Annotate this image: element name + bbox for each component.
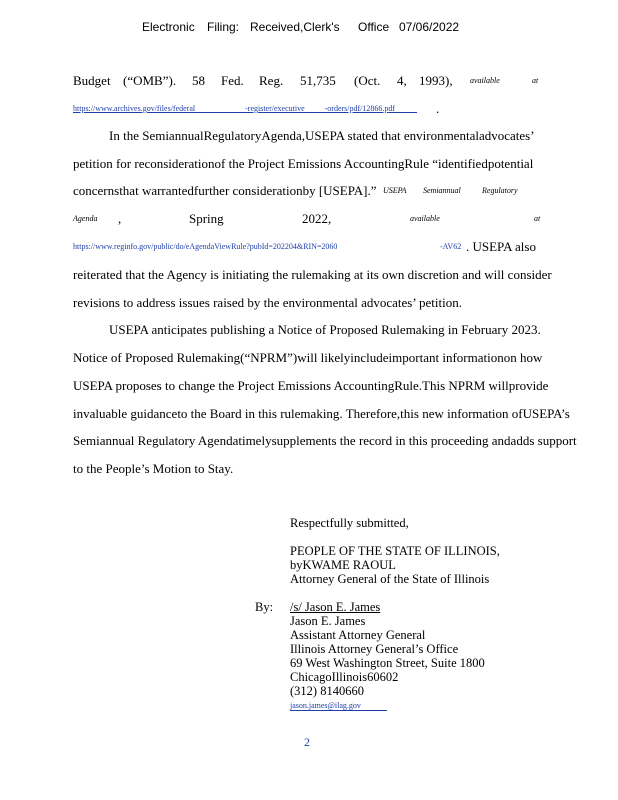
- p1-page: 51,735: [300, 73, 336, 88]
- p1-period: .: [436, 101, 440, 116]
- p3-line2: Notice of Proposed Rulemaking(“NPRM”)will likelyincludeimportant informationon how: [73, 350, 543, 365]
- p2-agenda: Agenda: [73, 214, 98, 223]
- header-office: Office: [358, 20, 390, 34]
- p1-archives-link[interactable]: https://www.archives.gov/files/federal -register/executive -orders/pdf/12866.pdf: [73, 104, 418, 113]
- signature-city: ChicagoIllinois60602: [290, 670, 399, 684]
- p2-comma: ,: [118, 211, 122, 226]
- p1-reg: Reg.: [259, 73, 284, 88]
- header-filing: Filing:: [207, 20, 240, 34]
- p3-line6: to the People’s Motion to Stay.: [73, 461, 234, 476]
- signature-closing: Respectfully submitted,: [290, 516, 409, 530]
- p2-spring: Spring: [189, 211, 224, 226]
- p1-num: 58: [192, 73, 205, 88]
- p2-usepa: USEPA: [383, 186, 407, 195]
- p2-line2: petition for reconsiderationof the Project Emissions AccountingRule “identifiedpotential: [73, 156, 534, 171]
- p2-line6: reiterated that the Agency is initiating the rulemaking at its own discretion and will consider: [73, 267, 552, 282]
- signature-email-link[interactable]: jason.james@ilag.gov: [290, 701, 387, 711]
- signature-line: /s/ Jason E. James: [290, 600, 381, 614]
- p1-oct: (Oct.: [354, 73, 381, 88]
- p2-line5-tail: . USEPA also: [466, 239, 536, 254]
- p3-line3: USEPA proposes to change the Project Emissions AccountingRule.This NPRM willprovide: [73, 378, 549, 393]
- page-number: 2: [304, 735, 310, 749]
- p2-semiannual: Semiannual: [423, 186, 461, 195]
- p2-line7: revisions to address issues raised by the environmental advocates’ petition.: [73, 295, 462, 310]
- p2-line1: In the SemiannualRegulatoryAgenda,USEPA stated that environmentaladvocates’: [109, 128, 535, 143]
- p1-available: available: [470, 76, 500, 85]
- p2-reginfo-link-rin[interactable]: -AV62: [440, 242, 462, 251]
- signature-street: 69 West Washington Street, Suite 1800: [290, 656, 485, 670]
- signature-office: Illinois Attorney General’s Office: [290, 642, 459, 656]
- p1-day: 4,: [397, 73, 407, 88]
- p1-at: at: [532, 76, 539, 85]
- signature-party: PEOPLE OF THE STATE OF ILLINOIS,: [290, 544, 500, 558]
- p1-fed: Fed.: [221, 73, 244, 88]
- p2-regulatory: Regulatory: [482, 186, 518, 195]
- header-date: 07/06/2022: [399, 20, 460, 34]
- signature-name: Jason E. James: [290, 614, 366, 628]
- p1-budget: Budget: [73, 73, 111, 88]
- signature-ag-title: Attorney General of the State of Illinois: [290, 572, 490, 586]
- p3-line5: Semiannual Regulatory Agendatimelysupplements the record in this proceeding andadds support: [73, 433, 577, 448]
- p2-reginfo-link[interactable]: https://www.reginfo.gov/public/do/eAgendaViewRule?pubId=202204&RIN=2060: [73, 242, 338, 251]
- signature-phone: (312) 8140660: [290, 684, 364, 698]
- p2-at: at: [534, 214, 541, 223]
- signature-by-label: By:: [255, 600, 274, 614]
- header-received: Received,Clerk's: [250, 20, 340, 34]
- p2-line3: concernsthat warrantedfurther considerationby [USEPA].”: [73, 183, 377, 198]
- p2-available: available: [410, 214, 440, 223]
- signature-title: Assistant Attorney General: [290, 628, 426, 642]
- p3-line4: invaluable guidanceto the Board in this rulemaking. Therefore,this new information ofUSEPA’s: [73, 406, 570, 421]
- signature-by-ag: byKWAME RAOUL: [290, 558, 396, 572]
- p2-year: 2022,: [302, 211, 332, 226]
- p1-year: 1993),: [419, 73, 453, 88]
- header-electronic: Electronic: [142, 20, 195, 34]
- p3-line1: USEPA anticipates publishing a Notice of Proposed Rulemaking in February 2023.: [109, 322, 541, 337]
- p1-omb: (“OMB”).: [123, 73, 177, 88]
